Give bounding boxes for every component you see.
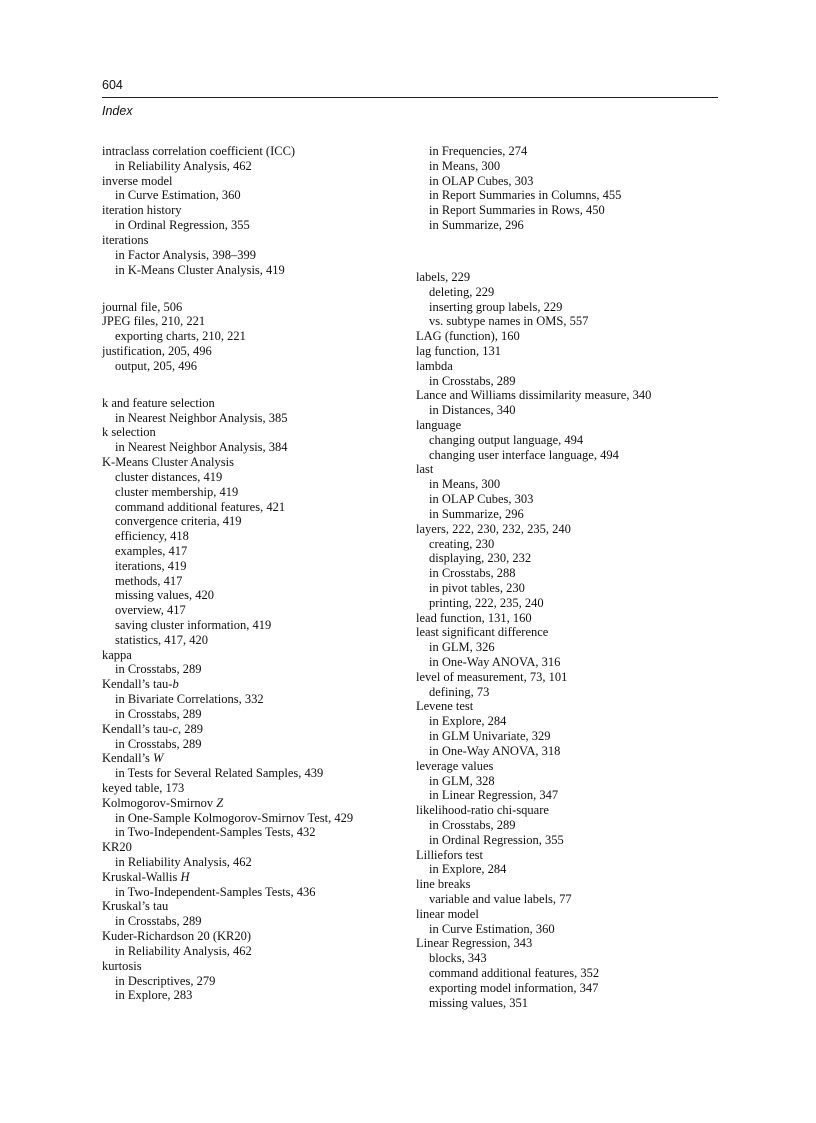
index-subentry: cluster distances, 419 [115, 469, 223, 484]
index-subentry: in GLM Univariate, 329 [429, 729, 551, 744]
index-subentry: in Crosstabs, 289 [115, 736, 202, 751]
index-subentry: in Means, 300 [429, 477, 501, 492]
index-subentry: statistics, 417, 420 [115, 632, 209, 647]
index-entry: iteration history [102, 203, 182, 218]
index-subentry: in Ordinal Regression, 355 [115, 218, 250, 233]
index-subentry: in One-Way ANOVA, 316 [429, 655, 561, 669]
index-entry: k selection [102, 425, 156, 440]
index-subentry: in Factor Analysis, 398–399 [115, 247, 256, 262]
index-subentry: in Tests for Several Related Samples, 439 [115, 766, 324, 781]
index-subentry: in One-Sample Kolmogorov-Smirnov Test, 429 [115, 810, 354, 825]
index-subentry: overview, 417 [115, 603, 186, 618]
page-number: 604 [102, 78, 123, 92]
index-entry [102, 870, 402, 885]
entry-text: Kolmogorov-Smirnov [102, 795, 217, 810]
index-subentry: deleting, 229 [429, 284, 495, 299]
index-subentry: in Crosstabs, 289 [429, 373, 516, 388]
running-head: Index [102, 104, 133, 118]
entry-text: Kruskal-Wallis [102, 869, 181, 884]
index-subentry: saving cluster information, 419 [115, 618, 272, 632]
index-entry: leverage values [416, 758, 494, 773]
index-entry [102, 722, 402, 737]
entry-italic: c [172, 721, 179, 736]
index-entry: lag function, 131 [416, 343, 502, 358]
index-subentry: in GLM, 328 [429, 773, 495, 788]
index-column-right [416, 144, 716, 1011]
index-entry [102, 751, 402, 766]
index-entry: journal file, 506 [102, 299, 183, 314]
index-subentry: in Two-Independent-Samples Tests, 432 [115, 825, 316, 840]
index-subentry: in Two-Independent-Samples Tests, 436 [115, 884, 316, 899]
header-rule [102, 97, 718, 98]
index-subentry: in Report Summaries in Columns, 455 [429, 188, 622, 203]
index-subentry: in Crosstabs, 289 [115, 662, 202, 677]
index-subentry: exporting model information, 347 [429, 980, 599, 995]
index-subentry: examples, 417 [115, 543, 188, 558]
letter-group-gap [102, 277, 402, 299]
index-subentry: efficiency, 418 [115, 529, 189, 544]
entry-italic: W [153, 751, 164, 766]
index-subentry: in Summarize, 296 [429, 218, 524, 233]
index-subentry: in Reliability Analysis, 462 [115, 855, 252, 869]
index-entry: lead function, 131, 160 [416, 610, 532, 625]
index-entry: language [416, 418, 462, 432]
index-subentry: missing values, 351 [429, 995, 528, 1010]
index-subentry: vs. subtype names in OMS, 557 [429, 314, 589, 329]
index-subentry: in Nearest Neighbor Analysis, 385 [115, 410, 288, 425]
index-entry: labels, 229 [416, 269, 471, 284]
index-entry: Kuder-Richardson 20 (KR20) [102, 929, 252, 944]
index-subentry: in OLAP Cubes, 303 [429, 173, 534, 188]
index-entry: intraclass correlation coefficient (ICC) [102, 144, 296, 158]
letter-group-gap [102, 374, 402, 396]
index-subentry: blocks, 343 [429, 951, 487, 966]
index-subentry: variable and value labels, 77 [429, 892, 572, 906]
index-subentry: in Crosstabs, 289 [115, 914, 202, 929]
index-entry [102, 677, 402, 692]
index-entry: KR20 [102, 840, 132, 855]
index-subentry: in GLM, 326 [429, 640, 495, 655]
index-subentry: in Crosstabs, 289 [115, 706, 202, 721]
index-subentry: creating, 230 [429, 536, 495, 551]
index-entry: Linear Regression, 343 [416, 936, 533, 951]
index-subentry: changing output language, 494 [429, 432, 584, 447]
index-entry: inverse model [102, 173, 173, 188]
index-entry: Lilliefors test [416, 847, 483, 862]
index-entry: K-Means Cluster Analysis [102, 455, 234, 470]
index-subentry: changing user interface language, 494 [429, 447, 619, 462]
entry-text: Kendall’s tau- [102, 721, 173, 736]
entry-italic: b [172, 677, 179, 692]
index-entry: Lance and Williams dissimilarity measure, 340 [416, 388, 652, 403]
index-subentry: in Means, 300 [429, 158, 501, 173]
index-subentry: in Linear Regression, 347 [429, 788, 559, 803]
index-subentry: in One-Way ANOVA, 318 [429, 743, 561, 758]
index-entry: layers, 222, 230, 232, 235, 240 [416, 521, 571, 536]
index-entry: Kruskal’s tau [102, 899, 169, 914]
index-subentry: in Explore, 284 [429, 862, 507, 877]
index-subentry: in Nearest Neighbor Analysis, 384 [115, 440, 288, 455]
index-subentry: in Explore, 283 [115, 988, 193, 1003]
index-entry: kappa [102, 647, 132, 662]
index-entry: k and feature selection [102, 395, 215, 410]
index-subentry: in Distances, 340 [429, 403, 516, 418]
index-subentry: in Reliability Analysis, 462 [115, 158, 252, 173]
index-subentry: methods, 417 [115, 573, 183, 588]
index-subentry: exporting charts, 210, 221 [115, 329, 246, 344]
letter-group-gap [416, 233, 716, 270]
index-entry: Levene test [416, 699, 474, 714]
index-column-left [102, 144, 402, 1003]
index-subentry: in Explore, 284 [429, 714, 507, 729]
index-subentry: in K-Means Cluster Analysis, 419 [115, 262, 285, 277]
index-entry: iterations [102, 232, 149, 247]
index-subentry: inserting group labels, 229 [429, 299, 563, 314]
entry-text: Kendall’s tau- [102, 677, 173, 692]
index-subentry: in Summarize, 296 [429, 506, 524, 521]
index-entry: least significant difference [416, 625, 549, 640]
index-entry: keyed table, 173 [102, 780, 185, 795]
index-subentry: in Curve Estimation, 360 [115, 188, 241, 203]
index-entry: level of measurement, 73, 101 [416, 669, 568, 684]
index-subentry: in pivot tables, 230 [429, 580, 525, 595]
index-subentry: defining, 73 [429, 684, 490, 699]
index-subentry: in Bivariate Correlations, 332 [115, 692, 264, 707]
index-subentry: displaying, 230, 232 [429, 551, 532, 566]
index-subentry: in Ordinal Regression, 355 [429, 832, 564, 847]
index-subentry: in Crosstabs, 289 [429, 817, 516, 832]
index-entry: lambda [416, 358, 453, 373]
index-subentry: in Descriptives, 279 [115, 973, 216, 988]
index-subentry: in Curve Estimation, 360 [429, 921, 555, 936]
entry-text: Kendall’s [102, 751, 154, 766]
index-subentry: printing, 222, 235, 240 [429, 595, 544, 610]
index-entry: JPEG files, 210, 221 [102, 314, 206, 329]
index-subentry: in OLAP Cubes, 303 [429, 492, 534, 507]
index-subentry: iterations, 419 [115, 558, 187, 573]
index-entry: last [416, 462, 434, 477]
index-subentry: output, 205, 496 [115, 358, 197, 373]
index-entry [102, 796, 402, 811]
index-subentry: in Frequencies, 274 [429, 144, 528, 158]
index-subentry: in Reliability Analysis, 462 [115, 943, 252, 958]
index-subentry: command additional features, 352 [429, 966, 600, 981]
entry-italic: Z [216, 795, 224, 810]
index-subentry: convergence criteria, 419 [115, 514, 242, 529]
index-entry: justification, 205, 496 [102, 343, 212, 358]
index-subentry: missing values, 420 [115, 588, 214, 603]
index-subentry: cluster membership, 419 [115, 484, 239, 499]
index-subentry: in Crosstabs, 288 [429, 566, 516, 581]
index-entry: linear model [416, 906, 479, 921]
index-subentry: in Report Summaries in Rows, 450 [429, 203, 605, 218]
index-entry: kurtosis [102, 958, 142, 973]
index-subentry: command additional features, 421 [115, 499, 286, 514]
entry-italic: H [180, 869, 190, 884]
index-entry: likelihood-ratio chi-square [416, 803, 549, 818]
index-entry: line breaks [416, 877, 471, 892]
entry-pages: , 289 [178, 721, 204, 736]
index-entry: LAG (function), 160 [416, 329, 520, 344]
